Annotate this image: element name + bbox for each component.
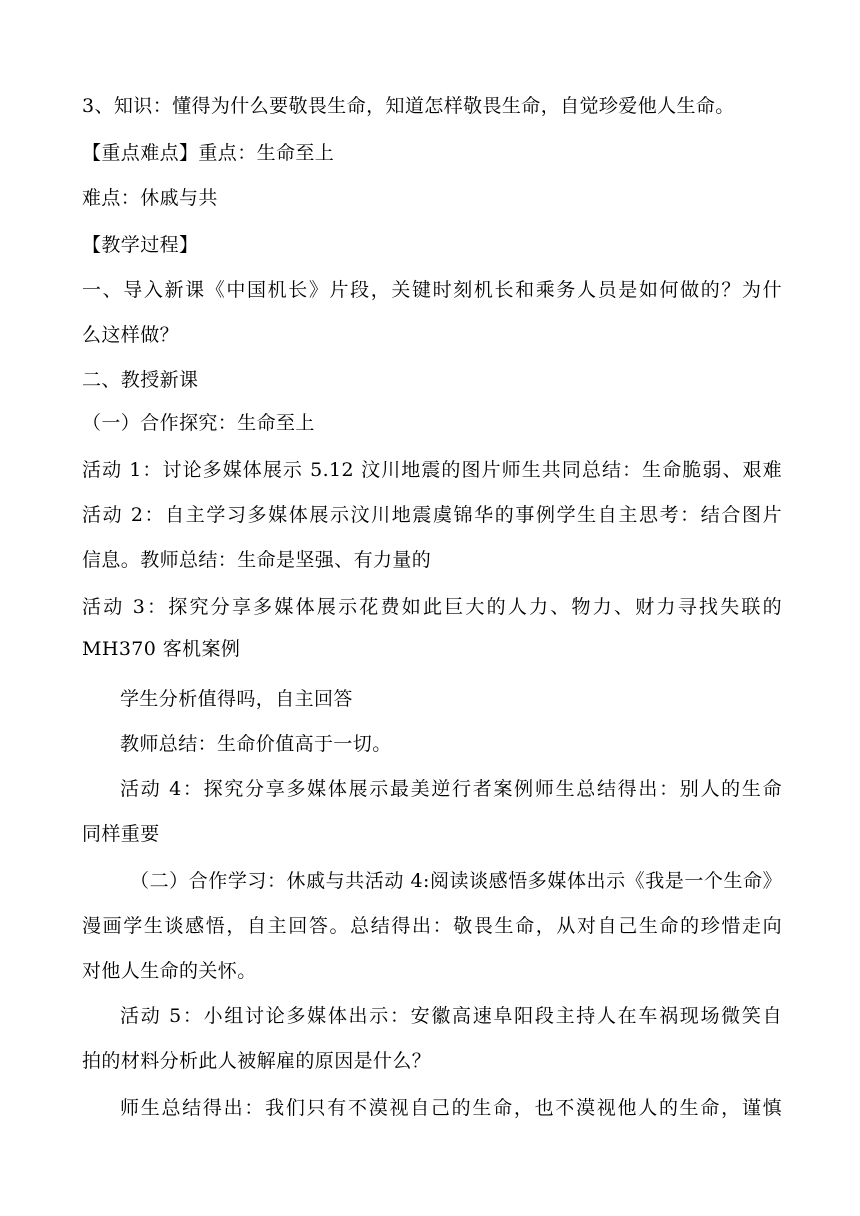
activity-4-line-1: 活动 4：探究分享多媒体展示最美逆行者案例师生总结得出：别人的生命 <box>120 778 782 800</box>
teacher-summary-line: 教师总结：生命价值高于一切。 <box>120 733 392 755</box>
section-two-line-1: （二）合作学习：休戚与共活动 4:阅读谈感悟多媒体出示《我是一个生命》 <box>130 870 782 892</box>
teaching-process-heading: 【教学过程】 <box>82 234 199 256</box>
activity-4-line-2: 同样重要 <box>82 823 160 845</box>
activity-2-line-2: 信息。教师总结：生命是坚强、有力量的 <box>82 549 432 571</box>
difficult-points-line: 难点：休戚与共 <box>82 187 218 209</box>
activity-3-line-2: MH370 客机案例 <box>82 638 241 660</box>
student-analysis-line: 学生分析值得吗，自主回答 <box>120 688 353 710</box>
new-lesson-heading: 二、教授新课 <box>82 369 199 391</box>
section-two-line-2: 漫画学生谈感悟，自主回答。总结得出：敬畏生命，从对自己生命的珍惜走向 <box>82 915 782 937</box>
intro-line-2: 么这样做？ <box>82 324 180 346</box>
section-one-heading: （一）合作探究：生命至上 <box>82 412 315 434</box>
section-two-line-3: 对他人生命的关怀。 <box>82 960 257 982</box>
activity-5-line-1: 活动 5：小组讨论多媒体出示：安徽高速阜阳段主持人在车祸现场微笑自 <box>120 1005 782 1027</box>
final-summary-line: 师生总结得出：我们只有不漠视自己的生命，也不漠视他人的生命，谨慎 <box>120 1097 782 1119</box>
activity-5-line-2: 拍的材料分析此人被解雇的原因是什么？ <box>82 1050 432 1072</box>
intro-line-1: 一、导入新课《中国机长》片段，关键时刻机长和乘务人员是如何做的？为什 <box>82 279 782 301</box>
activity-3-line-1: 活动 3：探究分享多媒体展示花费如此巨大的人力、物力、财力寻找失联的 <box>82 596 782 618</box>
activity-1-line: 活动 1：讨论多媒体展示 5.12 汶川地震的图片师生共同总结：生命脆弱、艰难 <box>82 459 782 481</box>
key-points-line: 【重点难点】重点：生命至上 <box>82 142 335 164</box>
knowledge-goal-line: 3、知识：懂得为什么要敬畏生命，知道怎样敬畏生命，自觉珍爱他人生命。 <box>82 95 735 117</box>
activity-2-line-1: 活动 2：自主学习多媒体展示汶川地震虞锦华的事例学生自主思考：结合图片 <box>82 504 782 526</box>
